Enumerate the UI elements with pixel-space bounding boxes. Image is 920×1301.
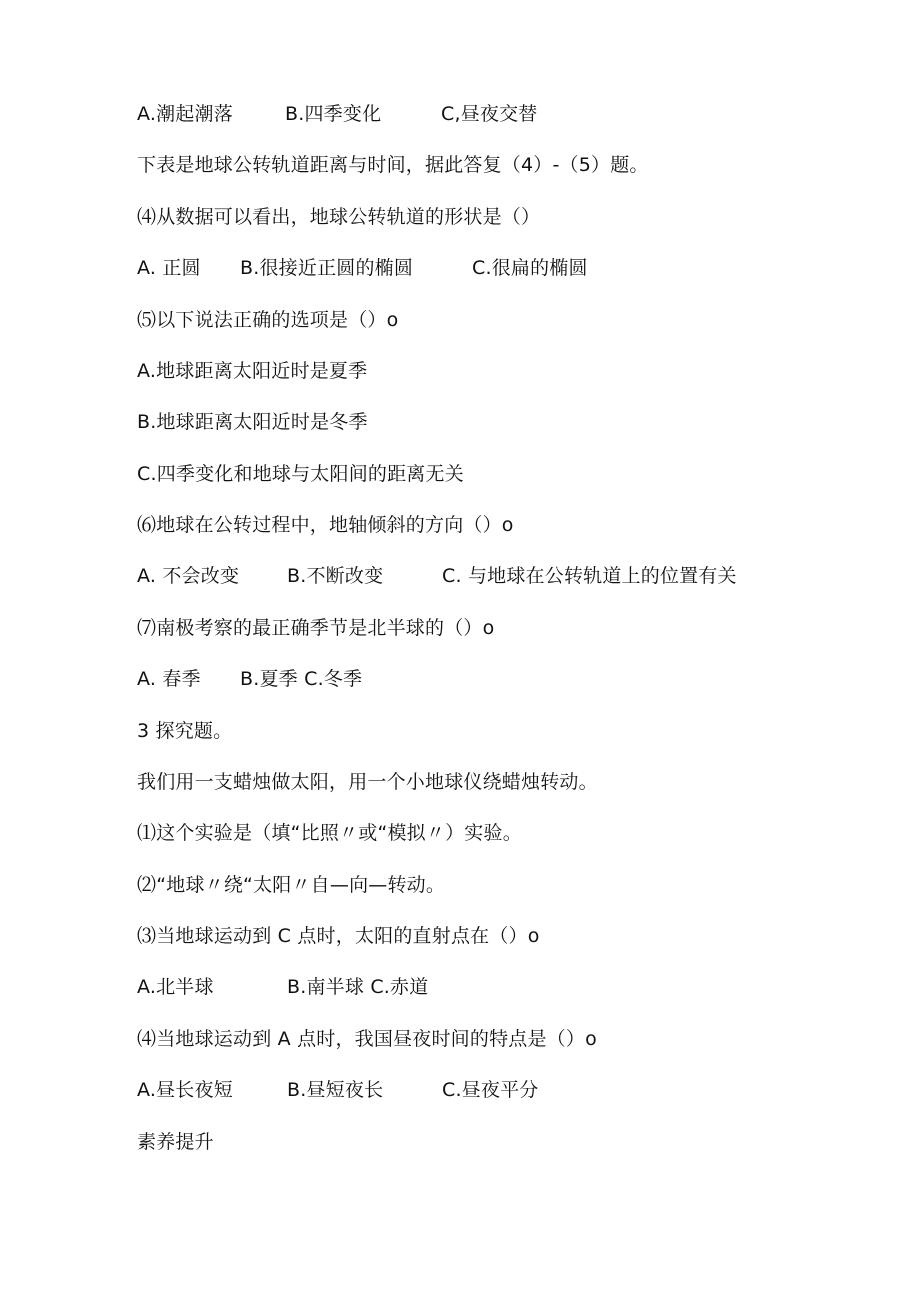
option-b: B.夏季 C.冬季 <box>240 668 363 690</box>
question-text: ⑴这个实验是（填“比照〃或“模拟〃）实验。 <box>137 822 522 844</box>
option-a: A.北半球 <box>137 976 214 998</box>
text-line: 我们用一支蜡烛做太阳，用一个小地球仪绕蜡烛转动。 <box>137 771 598 793</box>
option-line: C.四季变化和地球与太阳间的距离无关 <box>137 463 464 485</box>
option-a: A. 不会改变 <box>137 565 240 587</box>
question-text: ⑸以下说法正确的选项是（）o <box>137 309 399 331</box>
option-c: C. 与地球在公转轨道上的位置有关 <box>442 565 737 587</box>
option-a: A.昼长夜短 <box>137 1079 233 1101</box>
option-a: A.潮起潮落 <box>137 103 233 125</box>
section-heading: 素养提升 <box>137 1131 214 1153</box>
question-text: ⑺南极考察的最正确季节是北半球的（）o <box>137 617 495 639</box>
option-b: B.不断改变 <box>287 565 384 587</box>
option-line: B.地球距离太阳近时是冬季 <box>137 411 368 433</box>
option-c: C.昼夜平分 <box>442 1079 539 1101</box>
question-text: ⑷当地球运动到 A 点时，我国昼夜时间的特点是（）o <box>137 1028 597 1050</box>
question-text: ⑶当地球运动到 C 点时，太阳的直射点在（）o <box>137 925 540 947</box>
option-c: C,昼夜交替 <box>441 103 538 125</box>
text-line: 下表是地球公转轨道距离与时间，据此答复（4）-（5）题。 <box>137 154 649 176</box>
option-b: B.四季变化 <box>285 103 382 125</box>
option-b: B.很接近正圆的椭圆 <box>240 257 414 279</box>
section-heading: 3 探究题。 <box>137 720 233 742</box>
question-text: ⑷从数据可以看出，地球公转轨道的形状是（） <box>137 206 541 228</box>
option-b: B.昼短夜长 <box>287 1079 384 1101</box>
option-line: A.地球距离太阳近时是夏季 <box>137 360 368 382</box>
option-a: A. 正圆 <box>137 257 201 279</box>
option-c: C.很扁的椭圆 <box>472 257 588 279</box>
question-text: ⑵“地球〃绕“太阳〃自—向—转动。 <box>137 874 446 896</box>
option-a: A. 春季 <box>137 668 201 690</box>
question-text: ⑹地球在公转过程中，地轴倾斜的方向（）o <box>137 514 514 536</box>
option-b: B.南半球 C.赤道 <box>287 976 429 998</box>
